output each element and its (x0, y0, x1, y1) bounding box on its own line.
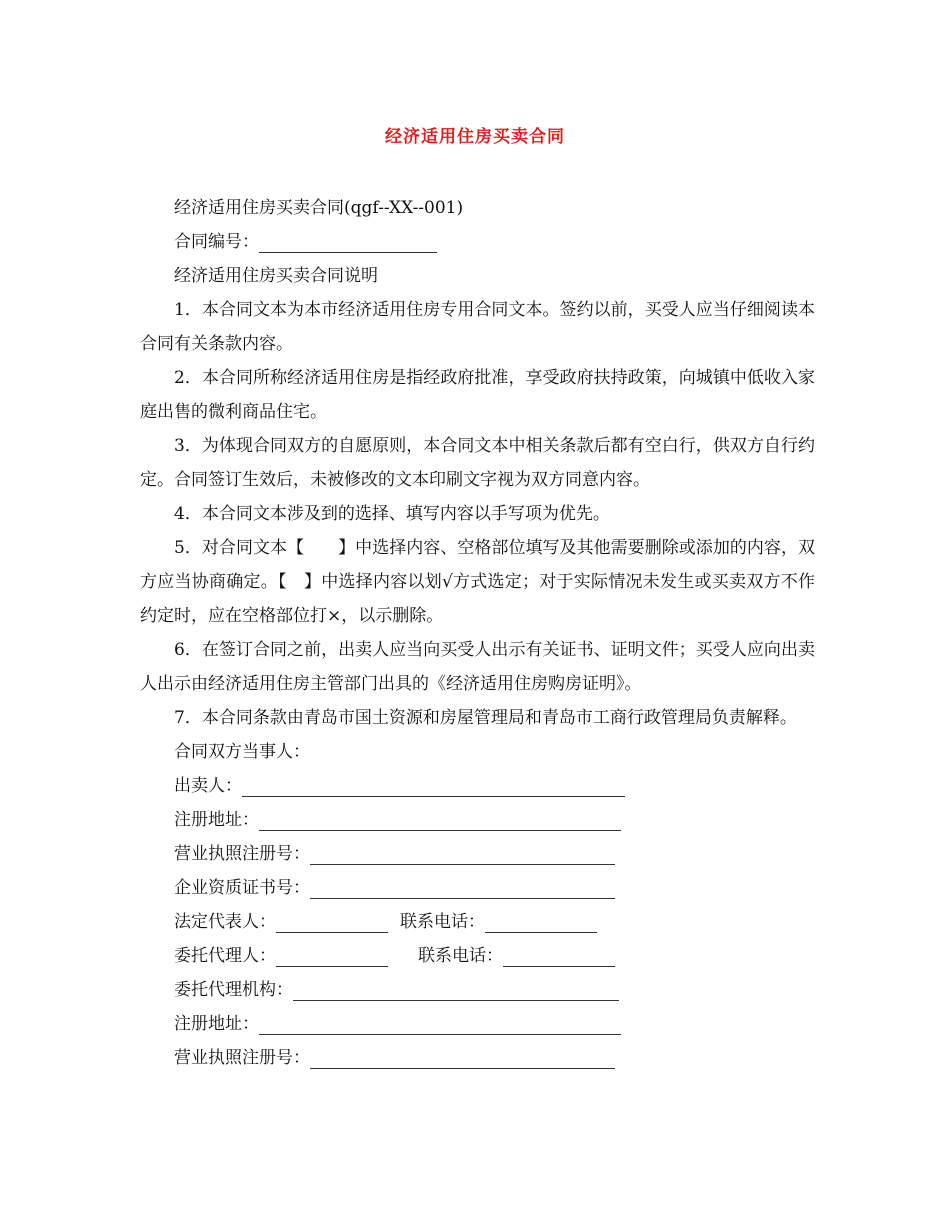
instruction-paragraph-7: 7．本合同条款由青岛市国土资源和房屋管理局和青岛市工商行政管理局负责解释。 (174, 708, 797, 728)
reg-address-blank-2[interactable] (259, 1010, 621, 1035)
agent-label: 委托代理人： (174, 946, 276, 966)
instruction-paragraph-6: 6．在签订合同之前，出卖人应当向买受人出示有关证书、证明文件；买受人应向出卖人出示由经济适用住房主管部门出具的《经济适用住房购房证明》。 (140, 640, 815, 694)
agent-row (140, 939, 815, 973)
document-body (140, 191, 815, 1075)
reg-address-label-2: 注册地址： (174, 1014, 259, 1034)
qualification-label: 企业资质证书号： (174, 878, 310, 898)
reg-address-row-2 (140, 1007, 815, 1041)
agent-org-row (140, 973, 815, 1007)
contract-number-row (140, 225, 815, 259)
license-label-1: 营业执照注册号： (174, 844, 310, 864)
instructions-heading: 经济适用住房买卖合同说明 (174, 266, 378, 286)
contract-number-blank[interactable] (259, 228, 437, 253)
parties-heading: 合同双方当事人： (174, 742, 310, 762)
instruction-paragraph-2: 2．本合同所称经济适用住房是指经政府批准，享受政府扶持政策，向城镇中低收入家庭出售的微利商品住宅。 (140, 368, 815, 422)
contract-code-line: 经济适用住房买卖合同(qgf--XX--001) (174, 198, 464, 218)
qualification-blank[interactable] (310, 874, 615, 899)
reg-address-blank-1[interactable] (259, 806, 621, 831)
phone-label-1: 联系电话： (400, 912, 485, 932)
legal-rep-label: 法定代表人： (174, 912, 276, 932)
phone-blank-1[interactable] (485, 908, 597, 933)
document-title: 经济适用住房买卖合同 (385, 127, 565, 147)
license-label-2: 营业执照注册号： (174, 1048, 310, 1068)
qualification-row (140, 871, 815, 905)
license-blank-1[interactable] (310, 840, 615, 865)
phone-blank-2[interactable] (503, 942, 615, 967)
legal-rep-blank[interactable] (276, 908, 388, 933)
instruction-paragraph-4: 4．本合同文本涉及到的选择、填写内容以手写项为优先。 (174, 504, 610, 524)
seller-blank[interactable] (242, 772, 625, 797)
phone-label-2: 联系电话： (418, 946, 503, 966)
license-row-1 (140, 837, 815, 871)
license-blank-2[interactable] (310, 1044, 615, 1069)
contract-number-label: 合同编号： (174, 232, 259, 252)
agent-org-blank[interactable] (293, 976, 619, 1001)
seller-row (140, 769, 815, 803)
agent-org-label: 委托代理机构： (174, 980, 293, 1000)
legal-rep-row (140, 905, 815, 939)
reg-address-label-1: 注册地址： (174, 810, 259, 830)
reg-address-row-1 (140, 803, 815, 837)
seller-label: 出卖人： (174, 776, 242, 796)
instruction-paragraph-3: 3．为体现合同双方的自愿原则，本合同文本中相关条款后都有空白行，供双方自行约定。合同签订生效后，未被修改的文本印刷文字视为双方同意内容。 (140, 436, 815, 490)
instruction-paragraph-1: 1．本合同文本为本市经济适用住房专用合同文本。签约以前，买受人应当仔细阅读本合同有关条款内容。 (140, 300, 815, 354)
agent-blank[interactable] (276, 942, 388, 967)
license-row-2 (140, 1041, 815, 1075)
instruction-paragraph-5: 5．对合同文本【 】中选择内容、空格部位填写及其他需要删除或添加的内容，双方应当协商确定。【 】中选择内容以划√方式选定；对于实际情况未发生或买卖双方不作约定时，应在空格部位打×，以示删除。 (140, 538, 815, 626)
